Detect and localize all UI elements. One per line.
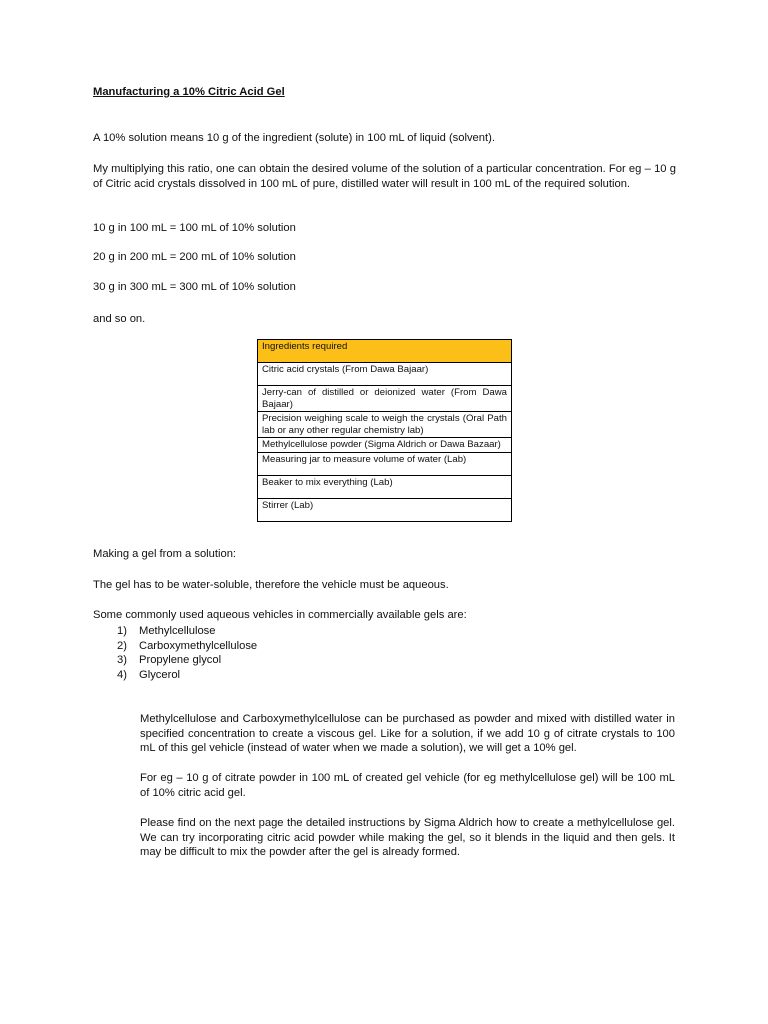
table-row (258, 475, 512, 498)
table-cell: Stirrer (Lab) (258, 498, 512, 521)
table-row (258, 386, 512, 412)
table-cell: Precision weighing scale to weigh the crystals (Oral Path lab or any other regular chemistry lab) (258, 412, 512, 438)
table-cell: Jerry-can of distilled or deionized water (From Dawa Bajaar) (258, 386, 512, 412)
example-line-3: 30 g in 300 mL = 300 mL of 10% solution (93, 281, 296, 293)
methylcellulose-paragraph: Methylcellulose and Carboxymethylcellulose can be purchased as powder and mixed with distilled water in specified concentration to create a viscous gel. Like for a solution, if we add 10 g of citrate crystals to 100 mL of this gel vehicle (instead of water when we made a solution), we will get a 10% gel. (140, 713, 675, 755)
list-number: 2) (117, 639, 127, 652)
list-item (117, 668, 257, 683)
list-item-label: Methylcellulose (139, 625, 216, 637)
intro-paragraph: A 10% solution means 10 g of the ingredient (solute) in 100 mL of liquid (solvent). (93, 132, 495, 144)
list-item-label: Glycerol (139, 668, 181, 681)
list-item (117, 624, 257, 639)
table-header-row (258, 340, 512, 363)
next-page-paragraph: Please find on the next page the detailed instructions by Sigma Aldrich how to create a methylcellulose gel. We can try incorporating citric acid powder while making the gel, so it blends in the liquid and then gels. It may be difficult to mix the powder after the gel is already formed. (140, 817, 675, 859)
table-row (258, 363, 512, 386)
list-number: 4) (117, 668, 127, 681)
list-number: 3) (117, 654, 127, 667)
vehicles-intro: Some commonly used aqueous vehicles in commercially available gels are: (93, 609, 467, 621)
ingredients-table (257, 339, 512, 522)
and-so-on-text: and so on. (93, 313, 146, 325)
example-line-1: 10 g in 100 mL = 100 mL of 10% solution (93, 222, 296, 234)
ratio-paragraph: My multiplying this ratio, one can obtain the desired volume of the solution of a particular concentration. For eg – 10 g of Citric acid crystals dissolved in 100 mL of pure, distilled water will result in 100 mL of the required solution. (93, 163, 676, 190)
list-item (117, 653, 257, 668)
list-item-label: Propylene glycol (139, 654, 222, 667)
table-cell: Methylcellulose powder (Sigma Aldrich or Dawa Bazaar) (258, 438, 512, 453)
citrate-paragraph: For eg – 10 g of citrate powder in 100 mL of created gel vehicle (for eg methylcellulose gel) will be 100 mL of 10% citric acid gel. (140, 772, 675, 799)
table-cell: Citric acid crystals (From Dawa Bajaar) (258, 363, 512, 386)
document-title: Manufacturing a 10% Citric Acid Gel (93, 86, 285, 98)
table-row (258, 452, 512, 475)
table-cell: Measuring jar to measure volume of water (Lab) (258, 452, 512, 475)
example-line-2: 20 g in 200 mL = 200 mL of 10% solution (93, 251, 296, 263)
list-item-label: Carboxymethylcellulose (139, 639, 258, 652)
gel-heading: Making a gel from a solution: (93, 548, 237, 560)
table-row (258, 412, 512, 438)
table-cell: Beaker to mix everything (Lab) (258, 475, 512, 498)
table-row (258, 438, 512, 453)
table-header-cell: Ingredients required (258, 340, 512, 363)
list-number: 1) (117, 625, 127, 637)
vehicles-list (117, 624, 257, 682)
water-soluble-text: The gel has to be water-soluble, therefore the vehicle must be aqueous. (93, 579, 449, 591)
list-item (117, 639, 257, 654)
table-row (258, 498, 512, 521)
